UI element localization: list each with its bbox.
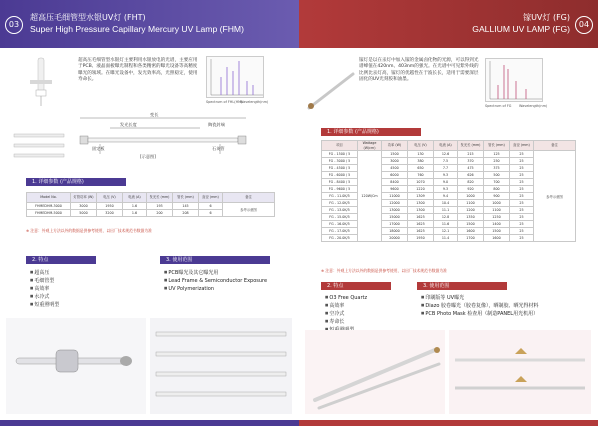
page-title-cn: 超高压毛细管型水银UV灯 (FHT)	[30, 13, 146, 22]
table-cell: 6	[199, 203, 223, 210]
table-header-row	[322, 141, 576, 151]
spec-table-body	[322, 151, 576, 242]
table-cell: 500	[484, 172, 510, 179]
table-cell: 1600	[484, 235, 510, 242]
table-cell: 1400	[484, 221, 510, 228]
table-cell: 9.3	[434, 172, 458, 179]
table-cell: 1309	[408, 193, 434, 200]
table-header: Model No.	[27, 193, 71, 203]
table-cell: 130	[408, 151, 434, 158]
table-cell-wattage: 120W/Cm	[358, 151, 382, 242]
gallium-lamp-photo	[305, 64, 357, 116]
table-cell: 1500	[382, 151, 408, 158]
table-cell: 760	[408, 172, 434, 179]
table-header: 灯管功率 (W)	[71, 193, 97, 203]
table-cell: 25	[510, 158, 534, 165]
table-cell: 1350	[458, 214, 484, 221]
table-header: 电压 (V)	[97, 193, 123, 203]
list-item: ■ 水冷式	[30, 292, 59, 300]
left-footer-bar	[0, 420, 299, 426]
table-cell: 1.6	[123, 210, 147, 217]
table-cell: 900	[484, 193, 510, 200]
list-item: ■ 超高压	[30, 268, 59, 276]
table-header: Wattage (W/cm)	[358, 141, 382, 151]
table-row	[27, 203, 275, 210]
table-cell: FG - 15.0K/5	[322, 214, 358, 221]
drawing-label-arc: 发光长度	[120, 122, 137, 127]
table-cell: 20000	[382, 235, 408, 242]
gallium-lamp-photo-closeup	[449, 330, 591, 414]
table-cell: 25	[510, 200, 534, 207]
list-item: ■ O3 Free Quartz	[325, 293, 367, 301]
table-cell: 200	[147, 210, 173, 217]
spectrum-axis-label: Wavelength(nm)	[240, 100, 269, 104]
table-cell: 9600	[382, 186, 408, 193]
table-cell: 1625	[408, 221, 434, 228]
features-list	[325, 293, 367, 333]
list-item: ■ PCB Photo Mask 检查用（制造PANEL用光机用）	[421, 309, 539, 317]
table-cell: 250	[484, 158, 510, 165]
list-item: ■ 印刷版等 UV曝光	[421, 293, 539, 301]
table-cell: 193	[147, 203, 173, 210]
table-cell: 1300	[408, 207, 434, 214]
table-header: 备注	[534, 141, 576, 151]
table-cell: FG - 20.0K/5	[322, 235, 358, 242]
table-cell: 370	[458, 158, 484, 165]
table-cell: 25	[510, 151, 534, 158]
left-header	[0, 0, 299, 48]
table-cell: 820	[458, 179, 484, 186]
spectrum-caption: Spectrum of FHL(HM)	[206, 100, 243, 104]
table-cell: 3000	[382, 158, 408, 165]
table-cell: 7.5	[434, 158, 458, 165]
table-header: 管长 (mm)	[484, 141, 510, 151]
table-cell: 11.6	[434, 221, 458, 228]
table-cell: 12.6	[434, 151, 458, 158]
table-cell: FG - 1500 / 5	[322, 151, 358, 158]
table-cell: 215	[458, 151, 484, 158]
table-cell: 6000	[382, 172, 408, 179]
table-cell: 375	[484, 165, 510, 172]
table-cell: FG - 3000 / 5	[322, 158, 358, 165]
table-cell: 145	[173, 203, 199, 210]
features-list	[30, 268, 59, 308]
table-cell: 11.1	[434, 207, 458, 214]
table-cell: FG - 13.0K/5	[322, 207, 358, 214]
list-item: ■ 短重照明型	[30, 300, 59, 308]
lamp-photo-closeup	[6, 318, 146, 414]
product-description: 超高压毛细管型水银灯主要利用水银放电的光谱，主要应用于PCB、液晶面板曝光制程和各类精密的曝光设备等高精度曝光的领域。在曝光设备中，发光效率高，光照稳定，使用寿命长。	[78, 58, 198, 83]
table-cell: 475	[458, 165, 484, 172]
table-cell: 1300	[408, 200, 434, 207]
use-section-title: 3. 使用范围	[417, 282, 507, 290]
table-cell: 1700	[458, 235, 484, 242]
table-cell: 1000	[484, 200, 510, 207]
table-cell: 25	[510, 165, 534, 172]
table-cell: FHMEDHM-5000	[27, 210, 71, 217]
list-item: ■ 寿命长	[325, 317, 367, 325]
table-header: 直径 (mm)	[199, 193, 223, 203]
table-cell: 25	[510, 193, 534, 200]
table-header-row	[27, 193, 275, 203]
drawing-label-cap: 陶瓷封端	[208, 122, 225, 127]
page-title-cn: 镓UV灯 (FG)	[523, 13, 570, 22]
table-header: 电压 (V)	[408, 141, 434, 151]
table-cell: 11000	[382, 193, 408, 200]
table-header: 备注	[223, 193, 275, 203]
table-cell: 12.8	[434, 214, 458, 221]
drawing-label-schematic: [示意图]	[140, 154, 156, 159]
table-cell: 13000	[382, 207, 408, 214]
table-cell: 1100	[484, 207, 510, 214]
list-item: ■ Diazo 胶卷曝光（胶卷复像），晒制胶、晒光得材料	[421, 301, 539, 309]
use-section-title: 3. 使用范围	[160, 256, 270, 264]
table-cell: 25	[510, 186, 534, 193]
lamp-drawing	[70, 110, 260, 170]
right-header	[299, 0, 598, 48]
table-cell: 25	[510, 179, 534, 186]
table-cell: FG - 17.0K/5	[322, 228, 358, 235]
table-cell: 1070	[408, 179, 434, 186]
table-cell: 25	[510, 221, 534, 228]
table-cell: FG - 11.0K/5	[322, 193, 358, 200]
table-cell: 25	[510, 235, 534, 242]
table-cell: 11.4	[434, 235, 458, 242]
table-cell: 1200	[458, 207, 484, 214]
table-cell: 1.6	[123, 203, 147, 210]
table-cell: FG - 12.0K/5	[322, 200, 358, 207]
table-cell: FG - 6000 / 5	[322, 172, 358, 179]
table-header: 电流 (A)	[434, 141, 458, 151]
table-cell: 1100	[458, 200, 484, 207]
table-cell: 17000	[382, 221, 408, 228]
table-header: 功率 (W)	[382, 141, 408, 151]
page-number: 03	[5, 16, 23, 34]
use-list	[164, 268, 267, 292]
page-title-en: GALLIUM UV LAMP (FG)	[472, 24, 570, 34]
use-list	[421, 293, 539, 317]
table-header: 电流 (A)	[123, 193, 147, 203]
table-cell: 25	[510, 207, 534, 214]
table-cell: 650	[408, 165, 434, 172]
table-cell: 5000	[71, 210, 97, 217]
table-cell: 700	[484, 179, 510, 186]
table-cell: 1220	[408, 186, 434, 193]
table-cell: 1250	[484, 214, 510, 221]
table-cell: 10.4	[434, 200, 458, 207]
features-section-title: 2. 特点	[26, 256, 96, 264]
table-cell: FG - 8400 / 5	[322, 179, 358, 186]
table-cell: 3000	[71, 203, 97, 210]
table-cell: 15000	[382, 214, 408, 221]
table-cell: 9.0	[434, 179, 458, 186]
lamp-photo-set	[150, 318, 292, 414]
table-cell: 6	[199, 210, 223, 217]
list-item: ■ PCB曝光及其它曝光用	[164, 268, 267, 276]
table-cell: 920	[458, 186, 484, 193]
table-cell: 1950	[97, 203, 123, 210]
table-cell: 3200	[97, 210, 123, 217]
table-cell: FG - 9600 / 5	[322, 186, 358, 193]
lamp-photo	[10, 56, 74, 108]
table-cell: 12000	[382, 200, 408, 207]
list-item: ■ 空冷式	[325, 309, 367, 317]
table-cell: 1000	[458, 193, 484, 200]
table-row	[322, 151, 576, 158]
table-header: 直径 (mm)	[510, 141, 534, 151]
right-footer-bar	[299, 420, 598, 426]
gallium-lamp-photo-group	[305, 330, 445, 414]
page-number: 04	[575, 16, 593, 34]
table-header: 发光长 (mm)	[458, 141, 484, 151]
table-cell: 1600	[458, 228, 484, 235]
table-header: 发光长 (mm)	[147, 193, 173, 203]
table-cell: FG - 4500 / 5	[322, 165, 358, 172]
list-item: ■ 高效率	[30, 284, 59, 292]
drawing-label-length: 变长	[150, 112, 159, 117]
spec-note: ※ 注意：外观上方法以外的数据是供参考使用，以出厂技术规范书数据为准	[26, 228, 152, 233]
table-cell: 8400	[382, 179, 408, 186]
table-cell: 380	[408, 158, 434, 165]
table-cell: 9.3	[434, 186, 458, 193]
list-item: ■ UV Polymerization	[164, 284, 267, 292]
spec-note: ※ 注意：外观上方法以外的数据是供参考使用，以出厂技术规范书数据为准	[321, 268, 447, 273]
table-cell: 25	[510, 214, 534, 221]
table-cell: 125	[484, 151, 510, 158]
table-cell: 25	[510, 172, 534, 179]
list-item: ■ 高效率	[325, 301, 367, 309]
table-header: 管长 (mm)	[173, 193, 199, 203]
spectrum-caption: Spectrum of FG	[485, 104, 512, 108]
spec-section-title: 1. 详细参数 (产品规格)	[321, 128, 421, 136]
table-cell: FHMEDHM-3000	[27, 203, 71, 210]
table-cell: 1625	[408, 214, 434, 221]
table-cell: 9.4	[434, 193, 458, 200]
table-cell: 1500	[484, 228, 510, 235]
list-item: ■ 毛细管型	[30, 276, 59, 284]
drawing-label-plate: 固定板	[92, 146, 105, 151]
spectrum-chart	[485, 58, 543, 102]
spectrum-chart	[206, 56, 264, 98]
product-description: 镓灯是以在汞灯中加入镓的金属卤化物的光源，可以得到光谱峰值在420nm、403nm的强光。在光谱中可见紫外线的比例比汞灯高，镓灯的优越性在于波长长，适用于需要深层固化的UV光刻胶和油墨。	[359, 58, 479, 83]
list-item: ■ Lead Frame & Semiconductor Exposure	[164, 276, 267, 284]
table-cell: 1500	[458, 221, 484, 228]
table-cell: 25	[510, 228, 534, 235]
spec-table	[321, 140, 576, 242]
table-cell: 626	[458, 172, 484, 179]
table-cell: 208	[173, 210, 199, 217]
table-cell: 7.7	[434, 165, 458, 172]
drawing-label-quartz: 石英管	[212, 146, 225, 151]
features-section-title: 2. 特点	[321, 282, 391, 290]
table-cell: 1950	[408, 235, 434, 242]
spectrum-axis-label: Wavelength(nm)	[519, 104, 548, 108]
table-cell-remark: 参考示意图	[534, 151, 576, 242]
table-cell: 18000	[382, 228, 408, 235]
spec-section-title: 1. 详细参数 (产品规格)	[26, 178, 126, 186]
table-cell-remark: 参考示意图	[223, 203, 275, 217]
table-cell: 1625	[408, 228, 434, 235]
table-cell: 12.1	[434, 228, 458, 235]
right-page	[299, 0, 598, 426]
table-cell: FG - 16.0K/5	[322, 221, 358, 228]
table-cell: 800	[484, 186, 510, 193]
lamp-photo-group	[10, 126, 68, 172]
spec-table	[26, 192, 275, 217]
table-header: 项目	[322, 141, 358, 151]
page-title-en: Super High Pressure Capillary Mercury UV Lamp (FHM)	[30, 24, 244, 34]
table-cell: 4500	[382, 165, 408, 172]
